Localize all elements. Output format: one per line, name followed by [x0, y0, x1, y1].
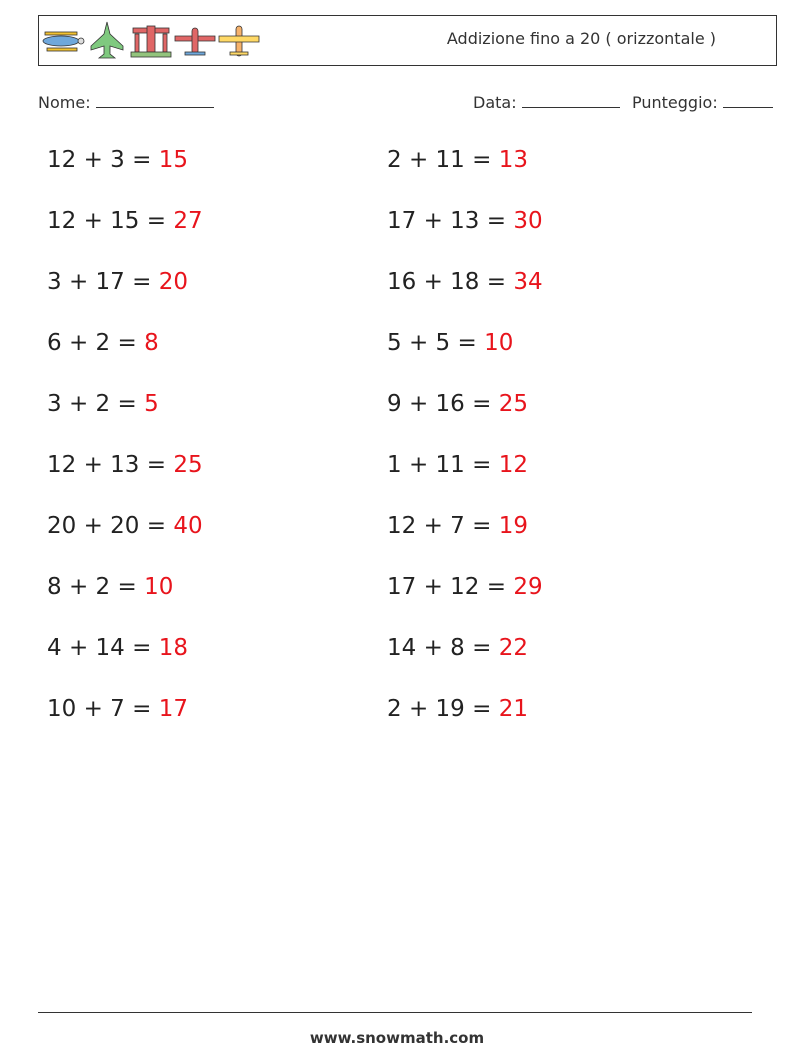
problem-right-5: [387, 391, 528, 417]
problem-expression: 16 + 18 =: [387, 269, 514, 295]
problem-expression: 9 + 16 =: [387, 391, 499, 417]
date-line[interactable]: [522, 93, 620, 108]
problem-expression: 14 + 8 =: [387, 635, 499, 661]
problem-left-8: [47, 574, 173, 600]
problem-left-9: [47, 635, 188, 661]
problem-answer: 10: [484, 330, 514, 356]
problem-left-2: [47, 208, 203, 234]
name-field: [38, 93, 214, 112]
problem-answer: 40: [173, 513, 203, 539]
problem-answer: 12: [498, 452, 528, 478]
problem-left-3: [47, 269, 188, 295]
problem-left-10: [47, 696, 188, 722]
footer-url: www.snowmath.com: [309, 1029, 485, 1047]
problem-answer: 30: [513, 208, 543, 234]
problem-expression: 17 + 13 =: [387, 208, 514, 234]
name-label: Nome:: [38, 93, 91, 112]
problem-answer: 5: [144, 391, 159, 417]
problem-answer: 18: [158, 635, 188, 661]
problem-answer: 22: [498, 635, 528, 661]
footer-divider: [38, 1012, 752, 1013]
jet-fighter-icon: [85, 20, 129, 62]
problem-left-7: [47, 513, 203, 539]
problem-answer: 25: [498, 391, 528, 417]
problem-expression: 4 + 14 =: [47, 635, 159, 661]
problem-answer: 21: [498, 696, 528, 722]
problem-answer: 17: [158, 696, 188, 722]
problem-answer: 10: [144, 574, 174, 600]
plane-icons: [41, 20, 261, 62]
date-field: [473, 93, 620, 112]
yellow-plane-icon: [217, 20, 261, 62]
problem-right-4: [387, 330, 513, 356]
problem-expression: 12 + 13 =: [47, 452, 174, 478]
problem-expression: 10 + 7 =: [47, 696, 159, 722]
problem-expression: 3 + 17 =: [47, 269, 159, 295]
red-plane-icon: [173, 20, 217, 62]
problem-expression: 8 + 2 =: [47, 574, 145, 600]
problem-right-2: [387, 208, 543, 234]
problem-right-3: [387, 269, 543, 295]
header-box: [38, 15, 777, 66]
problem-expression: 12 + 3 =: [47, 147, 159, 173]
problem-left-5: [47, 391, 159, 417]
problem-expression: 5 + 5 =: [387, 330, 485, 356]
name-line[interactable]: [96, 93, 214, 108]
problem-expression: 12 + 15 =: [47, 208, 174, 234]
problem-answer: 25: [173, 452, 203, 478]
problem-expression: 17 + 12 =: [387, 574, 514, 600]
problem-right-9: [387, 635, 528, 661]
problem-answer: 13: [498, 147, 528, 173]
biplane-icon: [41, 20, 85, 62]
score-field: [632, 93, 773, 112]
problem-answer: 20: [158, 269, 188, 295]
problem-expression: 2 + 11 =: [387, 147, 499, 173]
problem-right-8: [387, 574, 543, 600]
problem-expression: 3 + 2 =: [47, 391, 145, 417]
problem-answer: 27: [173, 208, 203, 234]
problem-left-1: [47, 147, 188, 173]
score-label: Punteggio:: [632, 93, 718, 112]
problem-expression: 1 + 11 =: [387, 452, 499, 478]
date-label: Data:: [473, 93, 517, 112]
problem-right-6: [387, 452, 528, 478]
problem-answer: 15: [158, 147, 188, 173]
problem-right-1: [387, 147, 528, 173]
problem-answer: 34: [513, 269, 543, 295]
problem-right-7: [387, 513, 528, 539]
problem-expression: 6 + 2 =: [47, 330, 145, 356]
problem-expression: 12 + 7 =: [387, 513, 499, 539]
problem-expression: 2 + 19 =: [387, 696, 499, 722]
seaplane-icon: [129, 20, 173, 62]
problem-expression: 20 + 20 =: [47, 513, 174, 539]
problem-left-6: [47, 452, 203, 478]
problem-answer: 29: [513, 574, 543, 600]
problem-left-4: [47, 330, 159, 356]
problem-right-10: [387, 696, 528, 722]
page-title: Addizione fino a 20 ( orizzontale ): [446, 29, 716, 48]
problem-answer: 8: [144, 330, 159, 356]
problem-answer: 19: [498, 513, 528, 539]
score-line[interactable]: [723, 93, 773, 108]
